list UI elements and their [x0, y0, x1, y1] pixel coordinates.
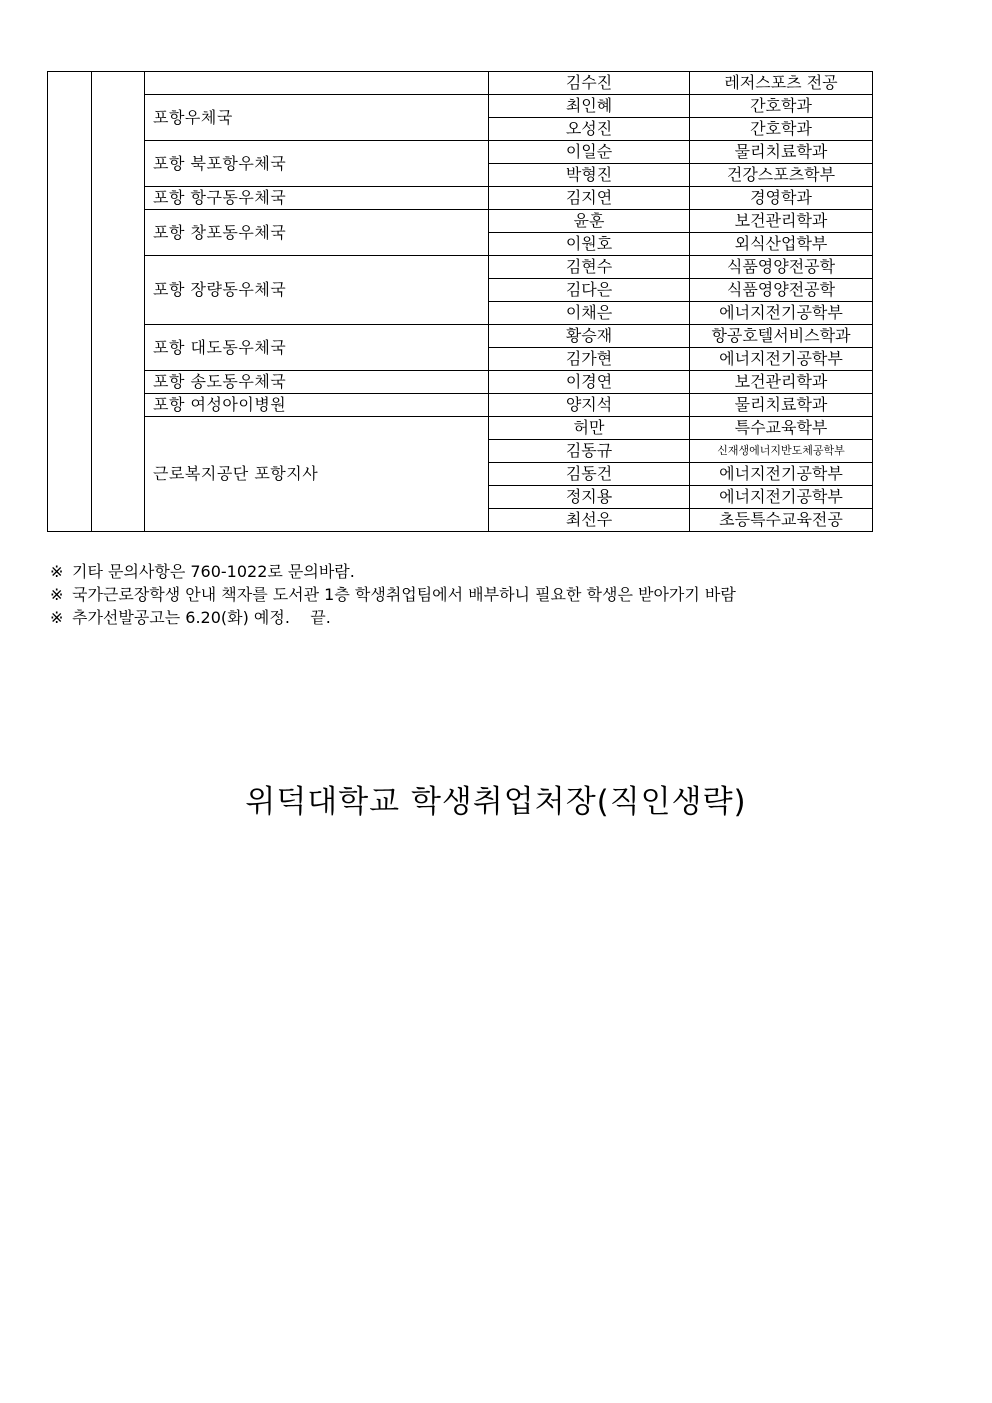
student-name: 최인혜 — [489, 95, 690, 118]
blank-column-2 — [92, 72, 145, 532]
note-line — [50, 583, 736, 606]
student-name: 이경연 — [489, 371, 690, 394]
student-name: 윤훈 — [489, 210, 690, 233]
student-name: 김현수 — [489, 256, 690, 279]
student-dept: 에너지전기공학부 — [690, 486, 873, 509]
student-dept: 에너지전기공학부 — [690, 348, 873, 371]
note-text: 추가선발공고는 6.20(화) 예정. 끝. — [72, 608, 331, 627]
note-text: 국가근로장학생 안내 책자를 도서관 1층 학생취업팀에서 배부하니 필요한 학생은 받아가기 바람 — [72, 585, 736, 604]
student-dept: 보건관리학과 — [690, 210, 873, 233]
org-cell: 포항우체국 — [145, 95, 489, 141]
org-cell: 포항 장량동우체국 — [145, 256, 489, 325]
student-dept: 식품영양전공학 — [690, 279, 873, 302]
table-row — [48, 417, 873, 440]
org-cell — [145, 72, 489, 95]
student-name: 황승재 — [489, 325, 690, 348]
table-row — [48, 325, 873, 348]
reference-mark-icon: ※ — [50, 562, 64, 581]
student-dept: 에너지전기공학부 — [690, 463, 873, 486]
note-line — [50, 560, 736, 583]
table-row — [48, 394, 873, 417]
student-name: 김동건 — [489, 463, 690, 486]
org-cell: 포항 창포동우체국 — [145, 210, 489, 256]
table-row — [48, 256, 873, 279]
student-dept: 항공호텔서비스학과 — [690, 325, 873, 348]
table-row — [48, 95, 873, 118]
org-cell: 근로복지공단 포항지사 — [145, 417, 489, 532]
table-row — [48, 371, 873, 394]
student-name: 오성진 — [489, 118, 690, 141]
org-cell: 포항 여성아이병원 — [145, 394, 489, 417]
student-dept: 외식산업학부 — [690, 233, 873, 256]
student-dept: 경영학과 — [690, 187, 873, 210]
table-row — [48, 187, 873, 210]
student-name: 허만 — [489, 417, 690, 440]
student-dept: 간호학과 — [690, 95, 873, 118]
table-row — [48, 72, 873, 95]
student-name: 이채은 — [489, 302, 690, 325]
signature-line: 위덕대학교 학생취업처장(직인생략) — [245, 784, 747, 820]
placement-table — [47, 71, 873, 532]
student-name: 양지석 — [489, 394, 690, 417]
student-name: 이일순 — [489, 141, 690, 164]
org-cell: 포항 항구동우체국 — [145, 187, 489, 210]
student-dept: 초등특수교육전공 — [690, 509, 873, 532]
note-text: 기타 문의사항은 760-1022로 문의바람. — [72, 562, 355, 581]
student-dept: 신재생에너지반도체공학부 — [690, 440, 873, 463]
org-cell: 포항 북포항우체국 — [145, 141, 489, 187]
notes-section — [50, 560, 736, 629]
student-dept: 보건관리학과 — [690, 371, 873, 394]
note-line — [50, 606, 736, 629]
student-dept: 간호학과 — [690, 118, 873, 141]
student-name: 김가현 — [489, 348, 690, 371]
student-dept: 물리치료학과 — [690, 394, 873, 417]
student-dept: 식품영양전공학 — [690, 256, 873, 279]
reference-mark-icon: ※ — [50, 608, 64, 627]
blank-column-1 — [48, 72, 92, 532]
table-row — [48, 141, 873, 164]
student-dept: 특수교육학부 — [690, 417, 873, 440]
org-cell: 포항 송도동우체국 — [145, 371, 489, 394]
student-dept: 물리치료학과 — [690, 141, 873, 164]
student-name: 김지연 — [489, 187, 690, 210]
student-name: 김동규 — [489, 440, 690, 463]
student-dept: 에너지전기공학부 — [690, 302, 873, 325]
student-dept: 건강스포츠학부 — [690, 164, 873, 187]
student-name: 박형진 — [489, 164, 690, 187]
student-dept: 레저스포츠 전공 — [690, 72, 873, 95]
student-name: 최선우 — [489, 509, 690, 532]
table-row — [48, 210, 873, 233]
student-name: 이원호 — [489, 233, 690, 256]
student-name: 김다은 — [489, 279, 690, 302]
student-name: 정지용 — [489, 486, 690, 509]
org-cell: 포항 대도동우체국 — [145, 325, 489, 371]
reference-mark-icon: ※ — [50, 585, 64, 604]
student-name: 김수진 — [489, 72, 690, 95]
